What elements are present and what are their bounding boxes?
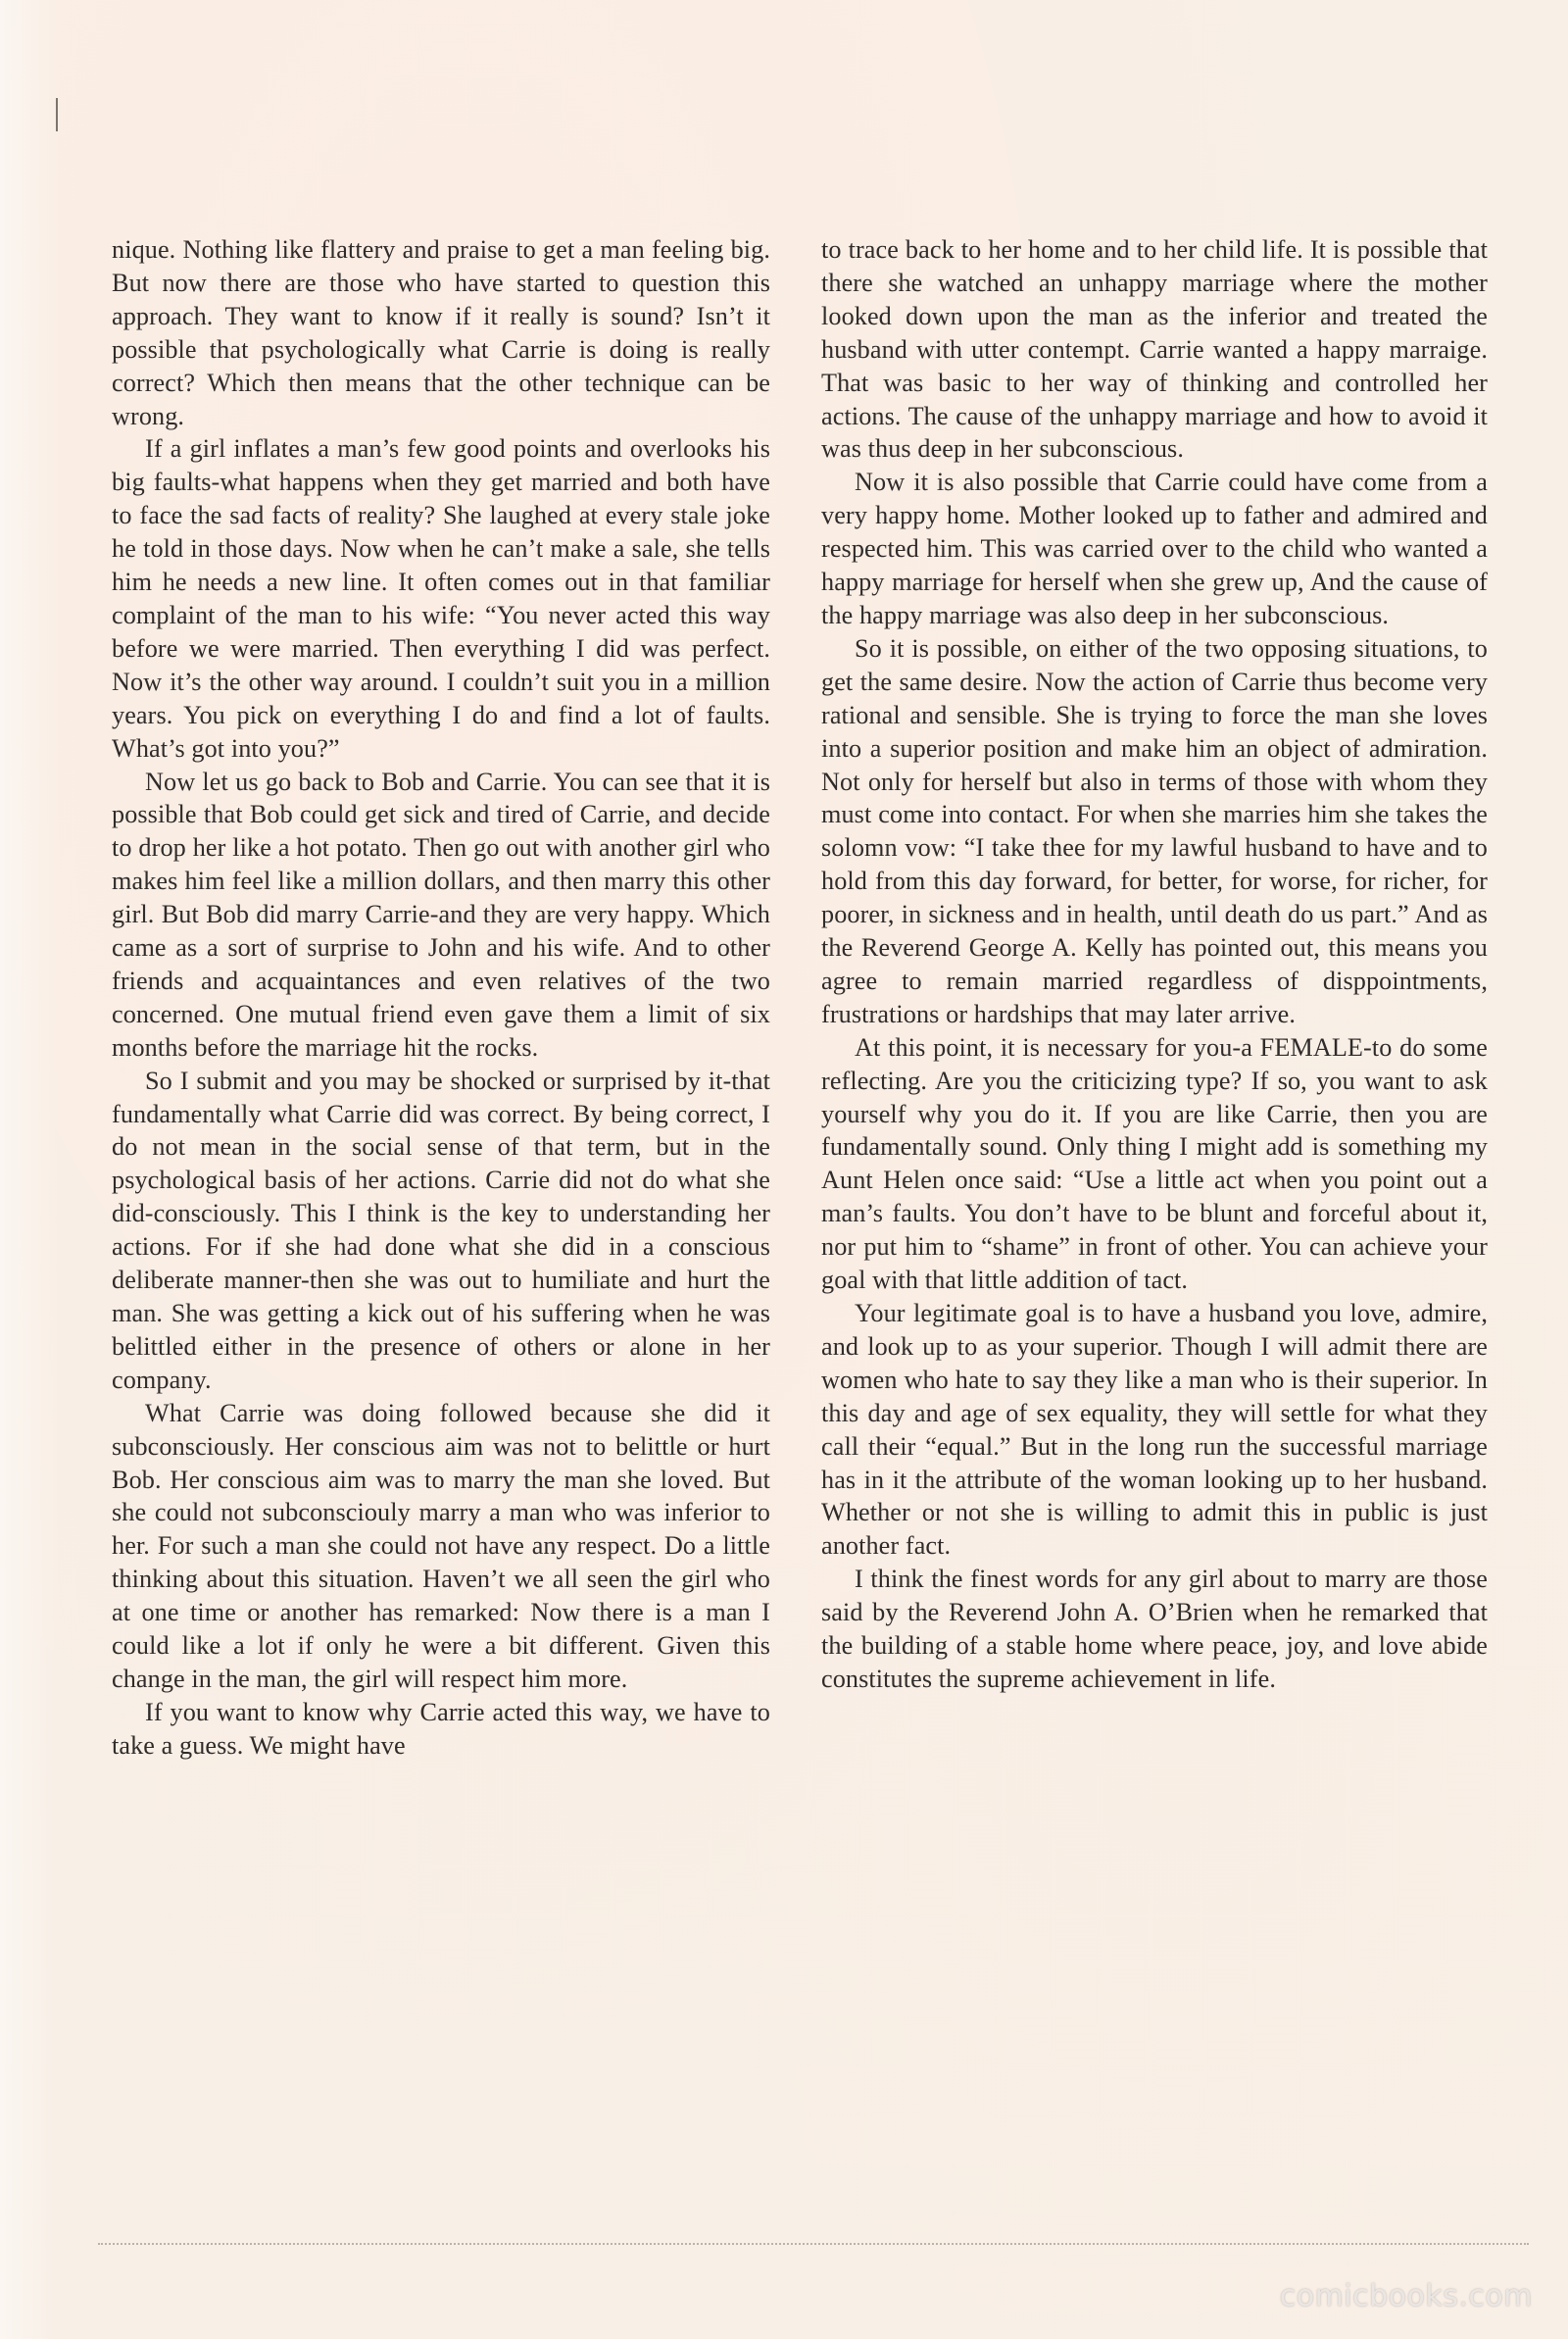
paragraph: Your legitimate goal is to have a husband you love, admire, and look up to as your superior. Though I will admit there are women who hate to say they like a man who is their superior. In this day and age of sex equality, they will settle for what they call their “equal.” But in the long run the successful marriage has in it the attribute of the woman looking up to her husband. Whether or not she is willing to admit this in public is just another fact. <box>821 1299 1488 1561</box>
site-watermark: comicbooks.com <box>1279 2279 1533 2314</box>
paragraph: So I submit and you may be shocked or surprised by it-that fundamentally what Carrie did was correct. By being correct, I do not mean in the social sense of that term, but in the psychological basis of her actions. Carrie did not do what she did-consciously. This I think is the key to understanding her actions. For if she had done what she did in a conscious deliberate manner-then she was out to humiliate and hurt the man. She was getting a kick out of his suffering when he was belittled either in the presence of others or alone in her company. <box>112 1066 770 1394</box>
margin-tick-mark <box>56 98 58 131</box>
paragraph: If you want to know why Carrie acted this way, we have to take a guess. We might have <box>112 1697 770 1760</box>
text-column-right <box>821 233 1488 1696</box>
paragraph: What Carrie was doing followed because she did it subconsciously. Her conscious aim was not to belittle or hurt Bob. Her conscious aim was to marry the man she loved. But she could not subconsciouly marry a man who was inferior to her. For such a man she could not have any respect. Do a little thinking about this situation. Haven’t we all seen the girl who at one time or another has remarked: Now there is a man I could like a lot if only he were a bit different. Given this change in the man, the girl will respect him more. <box>112 1398 770 1693</box>
bottom-dotted-rule <box>98 2243 1529 2245</box>
paragraph: nique. Nothing like flattery and praise to get a man feeling big. But now there are those who have started to question this approach. They want to know if it really is sound? Isn’t it possible that psychologically what Carrie is doing is really correct? Which then means that the other technique can be wrong. <box>112 235 770 430</box>
paragraph: At this point, it is necessary for you-a FEMALE-to do some reflecting. Are you the criticizing type? If so, you want to ask yourself why you do it. If you are like Carrie, then you are fundamentally sound. Only thing I might add is something my Aunt Helen once said: “Use a little act when you point out a man’s faults. You don’t have to be blunt and forceful about it, nor put him to “shame” in front of other. You can achieve your goal with that little addition of tact. <box>821 1032 1488 1295</box>
page-edge-shading <box>0 0 59 2339</box>
paragraph: Now it is also possible that Carrie could have come from a very happy home. Mother looked up to father and admired and respected him. This was carried over to the child who wanted a happy marriage for herself when she grew up, And the cause of the happy marriage was also deep in her subconscious. <box>821 468 1488 629</box>
text-column-left <box>112 233 770 1763</box>
paragraph: If a girl inflates a man’s few good points and overlooks his big faults-what happens when they get married and both have to face the sad facts of reality? She laughed at every stale joke he told in those days. Now when he can’t make a sale, she tells him he needs a new line. It often comes out in that familiar complaint of the man to his wife: “You never acted this way before we were married. Then everything I did was perfect. Now it’s the other way around. I couldn’t suit you in a million years. You pick on everything I do and find a lot of faults. What’s got into you?” <box>112 434 770 763</box>
paragraph: to trace back to her home and to her child life. It is possible that there she watched an unhappy marriage where the mother looked down upon the man as the inferior and treated the husband with utter contempt. Carrie wanted a happy marraige. That was basic to her way of thinking and controlled her actions. The cause of the unhappy marriage and how to avoid it was thus deep in her subconscious. <box>821 235 1488 464</box>
paragraph: So it is possible, on either of the two opposing situations, to get the same desire. Now the action of Carrie thus become very rational and sensible. She is trying to force the man she loves into a superior position and make him an object of admiration. Not only for herself but also in terms of those with whom they must come into contact. For when she marries him she takes the solomn vow: “I take thee for my lawful husband to have and to hold from this day forward, for better, for worse, for richer, for poorer, in sickness and in health, until death do us part.” And as the Reverend George A. Kelly has pointed out, this means you agree to remain married regardless of disppointments, frustrations or hardships that may later arrive. <box>821 633 1488 1028</box>
paragraph: Now let us go back to Bob and Carrie. You can see that it is possible that Bob could get sick and tired of Carrie, and decide to drop her like a hot potato. Then go out with another girl who makes him feel like a million dollars, and then marry this other girl. But Bob did marry Carrie-and they are very happy. Which came as a sort of surprise to John and his wife. And to other friends and acquaintances and even relatives of the two concerned. One mutual friend even gave them a limit of six months before the marriage hit the rocks. <box>112 767 770 1062</box>
paragraph: I think the finest words for any girl about to marry are those said by the Reverend John A. O’Brien when he remarked that the building of a stable home where peace, joy, and love abide constitutes the supreme achievement in life. <box>821 1565 1488 1693</box>
